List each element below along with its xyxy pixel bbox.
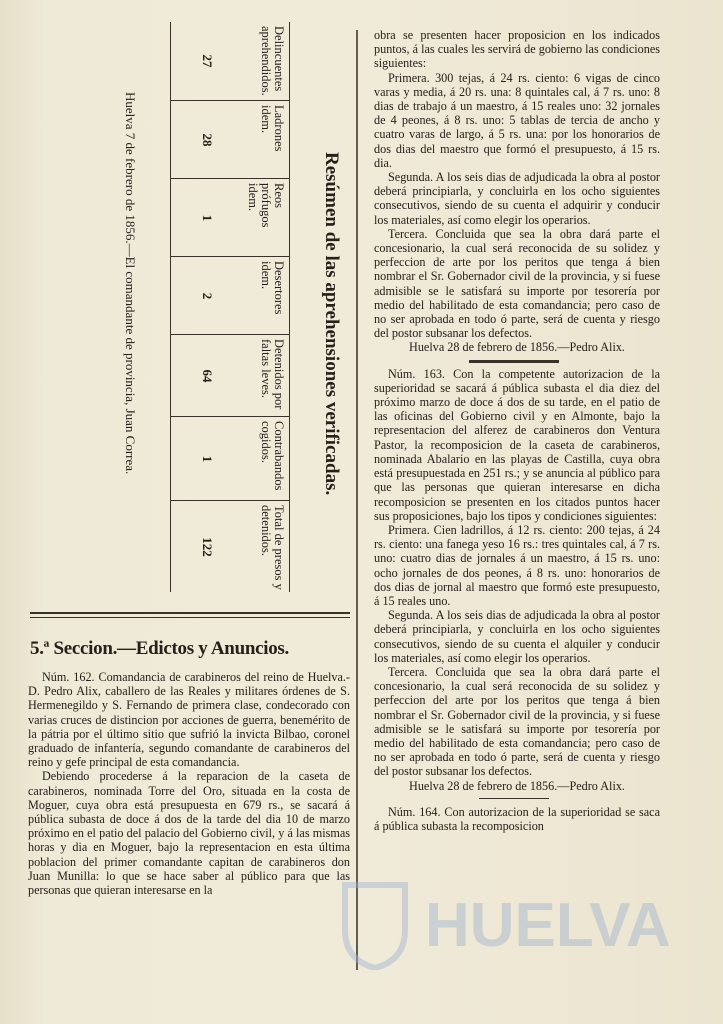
column-value: 2: [200, 292, 215, 300]
condition-primera: Primera. 300 tejas, á 24 rs. ciento: 6 vigas de cinco varas y media, á 20 rs. una: 8 quintales cal, á 7 rs. uno: 8 dias de trabajo á un maestro, á 15 reales uno: 32 jornales de 4 peones, á 8 rs. uno: 5 tablas de tercia de ancho y cuatro varas de largo, á 5 rs. una: por los honorarios de dos dias del maestro que formó el presupuesto, á 15 rs. dia.: [374, 70, 660, 170]
section-rule-top: [30, 612, 350, 614]
column-value: 122: [200, 537, 215, 557]
column-value: 27: [200, 54, 215, 68]
bleed-through-margin: [0, 0, 26, 1024]
notice-162-continued: obra se presenten hacer proposicion en los indicados puntos, á las cuales les servirá de gobierno las condiciones siguientes:: [374, 28, 660, 71]
notice-separator: [374, 793, 660, 805]
column-value: 64: [200, 369, 215, 383]
column-value: 1: [200, 214, 215, 222]
column-header: Reos prófugos idem.: [246, 183, 286, 228]
notice-164-body: Núm. 164. Con autorizacion de la superioridad se saca á pública subasta la recomposicion: [374, 804, 660, 833]
notice-162-heading: Núm. 162. Comandancia de carabineros del reino de Huelva.- D. Pedro Alix, caballero de las Reales y militares órdenes de S. Hermenegildo y S. Fernando de primera clase, condecorado con varias cruces de distincion por acciones de guerra, benemérito de la pátria por el último sitio que sufrió la invicta Bilbao, coronel graduado de infantería, segundo comandante de carabineros del reino y gefe principal de esta comandancia.: [28, 670, 350, 770]
column-header: Desertores idem.: [259, 261, 286, 315]
left-column: [28, 670, 350, 897]
summary-table-title: Resúmen de las aprehensiones verificadas.: [321, 152, 342, 496]
column-value: 28: [200, 133, 215, 147]
notice-separator: [374, 355, 660, 367]
table-column: [171, 100, 289, 179]
condition-segunda: Segunda. A los seis dias de adjudicada la obra al postor deberá principiarla, y concluirla en los ocho siguientes consecutivos, siendo de su cuenta el alquiler y conducir los materiales, así como elegir los operarios.: [374, 608, 660, 665]
column-divider: [356, 30, 358, 970]
table-column: [171, 416, 289, 501]
column-value: 1: [200, 455, 215, 463]
column-header: Total de presos y detenidos.: [259, 505, 286, 590]
table-column: [171, 178, 289, 257]
watermark-logo: [330, 870, 690, 990]
summary-table: [170, 22, 290, 592]
right-column: [374, 28, 660, 833]
condition-tercera: Tercera. Concluida que sea la obra dará parte el concesionario, la cual será reconocida de su solidez y perfeccion del arte por los peritos que tenga á bien nombrar el Sr. Gobernador civil de la provincia, y si fuese admisible se le satisfará su importe por tesorería por medio del habilitado de esta comandancia; pero caso de no ser aprobada en todo ó parte, será de cuenta y riesgo del postor subsanar los defectos.: [374, 664, 660, 779]
section-title: 5.ª Seccion.—Edictos y Anuncios.: [30, 638, 289, 659]
notice-162-signature: Huelva 28 de febrero de 1856.—Pedro Alix.: [409, 340, 625, 355]
shield-icon: [340, 880, 410, 970]
column-header: Detenidos por faltas leves.: [259, 339, 286, 410]
table-column: [171, 334, 289, 417]
table-column: [171, 22, 289, 100]
summary-table-block: [108, 22, 350, 592]
column-header: Contrabandos cogidos.: [259, 421, 286, 491]
notice-163-signature: Huelva 28 de febrero de 1856.—Pedro Alix.: [409, 778, 625, 793]
condition-segunda: Segunda. A los seis dias de adjudicada la obra al postor deberá principiarla, y concluirla en los ocho siguientes consecutivos, siendo de su cuenta el adquirir y conducir los materiales, así como elegir los operarios.: [374, 170, 660, 227]
watermark-text: HUELVA: [425, 891, 671, 960]
column-header: Ladrones idem.: [259, 105, 286, 152]
table-column: [171, 256, 289, 335]
condition-tercera: Tercera. Concluida que sea la obra dará parte el concesionario, la cual será reconocida de su solidez y perfeccion de arte por los peritos que tenga á bien nombrar el Sr. Gobernador civil de la provincia, y si fuese admisible se le satisfará su importe por tesorería por medio del habilitado de esta comandancia; pero caso de no ser aprobada en todo ó parte, será de cuenta y riesgo del postor subsanar los defectos.: [374, 226, 660, 341]
notice-163-body: Núm. 163. Con la competente autorizacion de la superioridad se sacará á pública subasta el dia diez del próximo marzo de doce á dos de su tarde, en el patio de las oficinas del Gobierno civil y en Almonte, bajo la representacion del alferez de carabineros don Ventura Pastor, la recomposicion de la caseta de carabineros, nominada Abalario en las playas de Castilla, cuya obra está presupuestada en 251 rs.; y se anuncia al público para que las personas que quieran interesarse en dicha recomposicion se presenten en los citados puntos hacer sus proposiciones, bajo los tipos y condiciones siguientes:: [374, 366, 660, 523]
condition-primera: Primera. Cien ladrillos, á 12 rs. ciento: 200 tejas, á 24 rs. ciento: una fanega yeso 16 rs.: tres quintales cal, á 7 rs. uno: cuatro dias de jornales á un maestro, á 15 rs. uno: ocho jornales de dos peones, á 8 rs. uno: honorarios de dos dias de jornal al maestro que formó este presupuesto, á 15 reales uno.: [374, 522, 660, 608]
section-rule-top-thin: [30, 617, 350, 618]
notice-162-body: Debiendo procederse á la reparacion de la caseta de carabineros, nominada Torre del Oro, situada en la costa de Moguer, cuya obra está presupuesta en 679 rs., se sacará á pública subasta de doce á dos de la tarde del dia 10 de marzo próximo en el patio del palacio del Gobierno civil, y á las mismas horas y dia en Moguer, bajo la representacion en esta última poblacion del primer comandante capitan de carabineros don Juan Munilla: lo que se hace saber al público para que las personas que quieran interesarse en la: [28, 769, 350, 898]
table-column: [171, 500, 289, 593]
summary-table-footer: Huelva 7 de febrero de 1856.—El comandante de provincia, Juan Correa.: [123, 92, 138, 475]
column-header: Delincuentes aprehendidos.: [259, 26, 286, 96]
